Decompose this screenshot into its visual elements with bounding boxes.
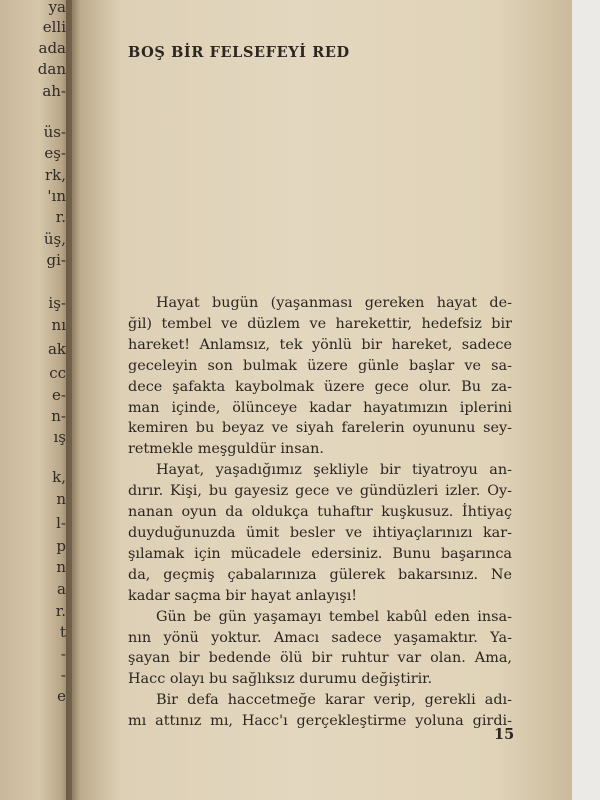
facing-page-text-fragment: n <box>56 492 66 507</box>
text-line: şayan bir bedende ölü bir ruhtur var olan. Ama, <box>128 650 512 667</box>
text-line: hareket! Anlamsız, tek yönlü bir hareket, sadece <box>128 336 512 353</box>
facing-page-text-fragment: - <box>60 668 66 683</box>
facing-page-text-fragment: r. <box>55 604 66 619</box>
facing-page-text-fragment: üs- <box>43 125 66 140</box>
facing-page-text-fragment: nı <box>51 318 66 333</box>
text-line: retmekle meşguldür insan. <box>128 441 324 458</box>
facing-page-text-fragment: e <box>57 689 66 704</box>
text-line: şılamak için mücadele edersiniz. Bunu başarınca <box>128 545 512 562</box>
facing-page-text-fragment: ış <box>53 430 66 445</box>
facing-page-text-fragment: rk, <box>44 168 66 183</box>
facing-page-text-fragment: n- <box>51 409 66 424</box>
facing-page-text-fragment: - <box>60 647 66 662</box>
text-line: Hayat, yaşadığımız şekliyle bir tiyatroyu an- <box>156 462 512 479</box>
background-surface <box>572 0 600 800</box>
facing-page-text-fragment: dan <box>37 62 66 77</box>
text-line: geceleyin son bulmak üzere günle başlar ve sa- <box>128 357 512 374</box>
text-line: kemiren bu beyaz ve siyah farelerin oyununu sey- <box>128 420 512 437</box>
text-line: Bir defa haccetmeğe karar verip, gerekli adı- <box>156 692 512 709</box>
text-line: Gün be gün yaşamayı tembel kabûl eden insa- <box>156 608 512 625</box>
text-line: da, geçmiş çabalarınıza gülerek bakarsınız. Ne <box>128 566 512 583</box>
facing-page-text-fragment: a <box>57 582 66 597</box>
facing-page-text-fragment: elli <box>42 20 66 35</box>
facing-page-text-fragment: ak <box>47 342 66 357</box>
running-header: BOŞ BİR FELSEFEYİ RED <box>128 44 350 61</box>
text-line: man içinde, ölünceye kadar hayatımızın iplerini <box>128 399 512 416</box>
facing-page-text-fragment: gi- <box>46 253 66 268</box>
facing-page-text-fragment: iş- <box>48 296 66 311</box>
facing-page-text-fragment: p <box>56 539 66 554</box>
text-line: ğil) tembel ve düzlem ve harekettir, hedefsiz bir <box>128 315 512 332</box>
facing-page-text-fragment: eş- <box>44 146 66 161</box>
text-line: dırır. Kişi, bu gayesiz gece ve gündüzleri izler. Oy- <box>128 483 512 500</box>
text-line: Hayat bugün (yaşanması gereken hayat de- <box>156 295 512 311</box>
facing-page-text-fragment: ah- <box>42 84 66 99</box>
page-number: 15 <box>494 726 515 743</box>
body-text <box>128 293 512 732</box>
text-line: nın yönü yoktur. Amacı sadece yaşamaktır. Ya- <box>128 629 512 646</box>
facing-page-text-fragment: ya <box>48 0 66 15</box>
facing-page-text-fragment: cc <box>49 366 66 381</box>
text-line: mı attınız mı, Hacc'ı gerçekleştirme yoluna girdi- <box>128 713 512 730</box>
facing-page-text-fragment: l- <box>56 516 66 531</box>
facing-page-text-fragment: 'ın <box>47 189 66 204</box>
text-line: kadar saçma bir hayat anlayışı! <box>128 587 358 604</box>
page-fold-shadow <box>66 0 80 800</box>
text-line: duyduğunuzda ümit besler ve ihtiyaçlarınızı kar- <box>128 524 512 541</box>
facing-page-text-fragment: ada <box>38 41 66 56</box>
facing-page-text-fragment: t <box>59 625 66 640</box>
text-line: nanan oyun da oldukça tuhaftır kuşkusuz. İhtiyaç <box>128 504 512 521</box>
facing-page-text-fragment: e- <box>52 388 66 403</box>
facing-page-text-fragment: n <box>56 560 66 575</box>
text-line: dece şafakta kaybolmak üzere gece olur. Bu za- <box>128 378 512 395</box>
facing-page-text-fragment: k, <box>52 470 66 485</box>
text-line: Hacc olayı bu sağlıksız durumu değiştirir. <box>128 671 433 688</box>
facing-page-edge <box>0 0 72 800</box>
facing-page-text-fragment: üş, <box>43 232 66 247</box>
facing-page-text-fragment: r. <box>55 210 66 225</box>
